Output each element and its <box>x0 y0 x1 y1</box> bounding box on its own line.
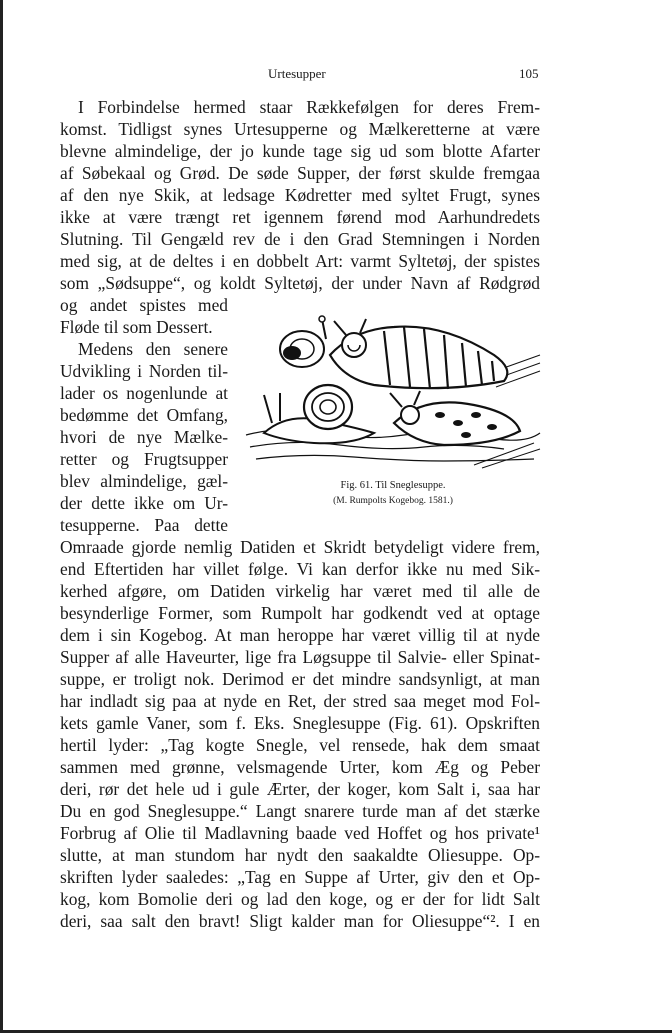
text-line: bedømme det Omfang, <box>60 405 228 425</box>
text-line: dem i sin Kogebog. At man heroppe har været villig til at nyde <box>60 625 540 645</box>
text-line: komst. Tidligst synes Urtesupperne og Mælkeretterne at være <box>60 119 540 139</box>
text-line: Forbrug af Olie til Madlavning baade ved Hoffet og hos private¹ <box>60 823 540 843</box>
text-line: af den nye Skik, at ledsage Kødretter med syltet Frugt, synes <box>60 185 540 205</box>
running-head <box>0 66 672 82</box>
text-line: skriften lyder saaledes: „Tag en Suppe af Urter, giv den et Op- <box>60 867 540 887</box>
text-line: hertil lyder: „Tag kogte Snegle, vel rensede, hak dem smaat <box>60 735 540 755</box>
snail-illustration <box>244 315 542 471</box>
text-line: suppe, er troligt nok. Derimod er det mindre sandsynligt, at man <box>60 669 540 689</box>
text-line: har indladt sig paa at nyde en Ret, der stred saa meget mod Fol- <box>60 691 540 711</box>
text-line: ikke at være trængt ret igennem førend mod Aarhundredets <box>60 207 540 227</box>
text-line: kog, kom Bomolie deri og lad den koge, og er der for lidt Salt <box>60 889 540 909</box>
text-line: som „Sødsuppe“, og koldt Syltetøj, der under Navn af Rødgrød <box>60 273 540 293</box>
text-line: kerhed afgøre, om Datiden virkelig har været med til alle de <box>60 581 540 601</box>
text-line: slutte, at man stundom har nydt den saakaldte Oliesuppe. Op- <box>60 845 540 865</box>
text-line: af Søbekaal og Grød. De søde Supper, der først skulde fremgaa <box>60 163 540 183</box>
text-line: Fløde til som Dessert. <box>60 317 213 337</box>
text-line: lader os nogenlunde at <box>60 383 228 403</box>
text-line: og andet spistes med <box>60 295 228 315</box>
text-line: Udvikling i Norden til- <box>60 361 228 381</box>
text-line: end Eftertiden har villet følge. Vi kan derfor ikke nu med Sik- <box>60 559 540 579</box>
text-line: Supper af alle Haveurter, lige fra Løgsuppe til Salvie- eller Spinat- <box>60 647 540 667</box>
text-line: sammen med grønne, velsmagende Urter, kom Æg og Peber <box>60 757 540 777</box>
text-line: tesupperne. Paa dette <box>60 515 228 535</box>
text-line: deri, saa salt den bravt! Sligt kalder man for Oliesuppe“². I en <box>60 911 540 931</box>
text-line: besynderlige Former, som Rumpolt har godkendt ved at optage <box>60 603 540 623</box>
text-line: blev almindelige, gæl- <box>60 471 228 491</box>
text-line: Medens den senere <box>78 339 228 359</box>
text-line: Slutning. Til Gengæld rev de i den Grad Stemningen i Norden <box>60 229 540 249</box>
text-line: kets gamle Vaner, som f. Eks. Sneglesuppe (Fig. 61). Opskriften <box>60 713 540 733</box>
text-line: deri, rør det hele ud i gule Ærter, der koger, kom Salt i, saa har <box>60 779 540 799</box>
page-edge-left <box>0 0 3 1033</box>
text-line: der dette ikke om Ur- <box>60 493 228 513</box>
text-line: I Forbindelse hermed staar Rækkefølgen for deres Frem- <box>78 97 540 117</box>
text-line: blevne almindelige, der jo kunde tage sig ud som blotte Afarter <box>60 141 540 161</box>
running-title: Urtesupper <box>268 66 326 81</box>
figure-source: (M. Rumpolts Kogebog. 1581.) <box>333 496 453 506</box>
text-line: med sig, at de deltes i en dobbelt Art: varmt Syltetøj, der spistes <box>60 251 540 271</box>
text-line: Omraade gjorde nemlig Datiden et Skridt betydeligt videre frem, <box>60 537 540 557</box>
page-number: 105 <box>519 66 539 81</box>
figure-caption: Fig. 61. Til Sneglesuppe. <box>340 480 446 491</box>
text-line: retter og Frugtsupper <box>60 449 228 469</box>
text-line: Du en god Sneglesuppe.“ Langt snarere turde man af det stærke <box>60 801 540 821</box>
text-line: hvori de nye Mælke- <box>60 427 228 447</box>
